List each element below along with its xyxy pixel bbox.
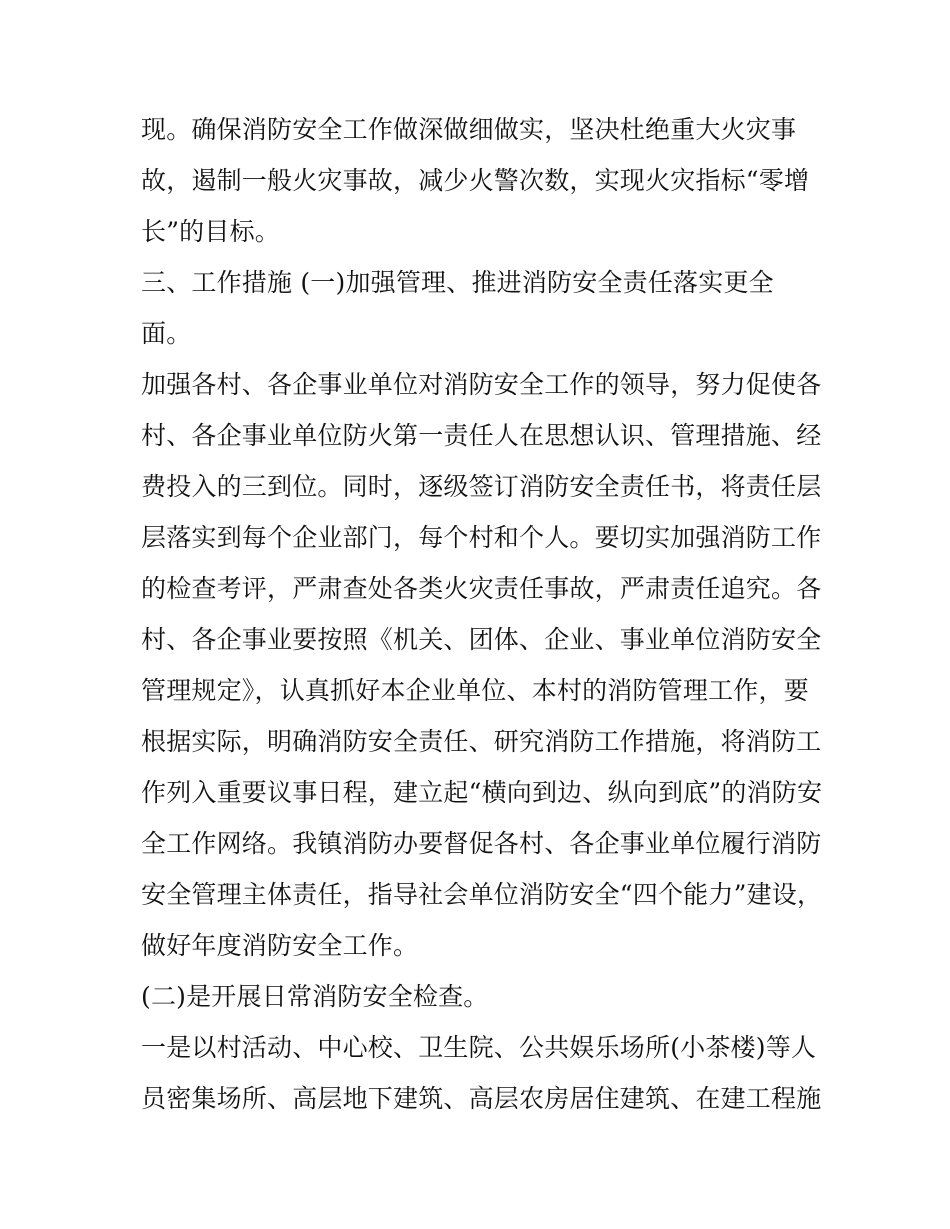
text-line: 管理规定》，认真抓好本企业单位、本村的消防管理工作，要: [141, 676, 809, 705]
text-line: 员密集场所、高层地下建筑、高层农房居住建筑、在建工程施: [141, 1084, 822, 1113]
text-line: 全工作网络。我镇消防办要督促各村、各企事业单位履行消防: [141, 829, 822, 858]
text-line: 长”的目标。: [141, 217, 280, 246]
text-line: 做好年度消防安全工作。: [141, 931, 419, 960]
text-line: 村、各企事业单位防火第一责任人在思想认识、管理措施、经: [141, 421, 822, 450]
text-line: 的检查考评，严肃查处各类火灾责任事故，严肃责任追究。各: [141, 574, 822, 603]
section-heading-cont: 面。: [141, 319, 192, 348]
text-line: 加强各村、各企事业单位对消防安全工作的领导，努力促使各: [141, 370, 822, 399]
text-line: 安全管理主体责任，指导社会单位消防安全“四个能力”建设，: [141, 880, 823, 909]
subsection-heading: (二)是开展日常消防安全检查。: [141, 982, 489, 1011]
text-line: 现。确保消防安全工作做深做细做实，坚决杜绝重大火灾事: [141, 115, 797, 144]
text-line: 作列入重要议事日程，建立起“横向到边、纵向到底”的消防安: [141, 778, 823, 807]
section-heading: 三、工作措施 (一)加强管理、推进消防安全责任落实更全: [141, 268, 774, 297]
text-line: 根据实际，明确消防安全责任、研究消防工作措施，将消防工: [141, 727, 822, 756]
text-line: 费投入的三到位。同时，逐级签订消防安全责任书，将责任层: [141, 472, 822, 501]
text-line: 层落实到每个企业部门，每个村和个人。要切实加强消防工作: [141, 523, 822, 552]
text-line: 一是以村活动、中心校、卫生院、公共娱乐场所(小茶楼)等人: [141, 1033, 817, 1062]
text-line: 村、各企事业要按照《机关、团体、企业、事业单位消防安全: [141, 625, 822, 654]
text-line: 故，遏制一般火灾事故，减少火警次数，实现火灾指标“零增: [141, 166, 810, 195]
